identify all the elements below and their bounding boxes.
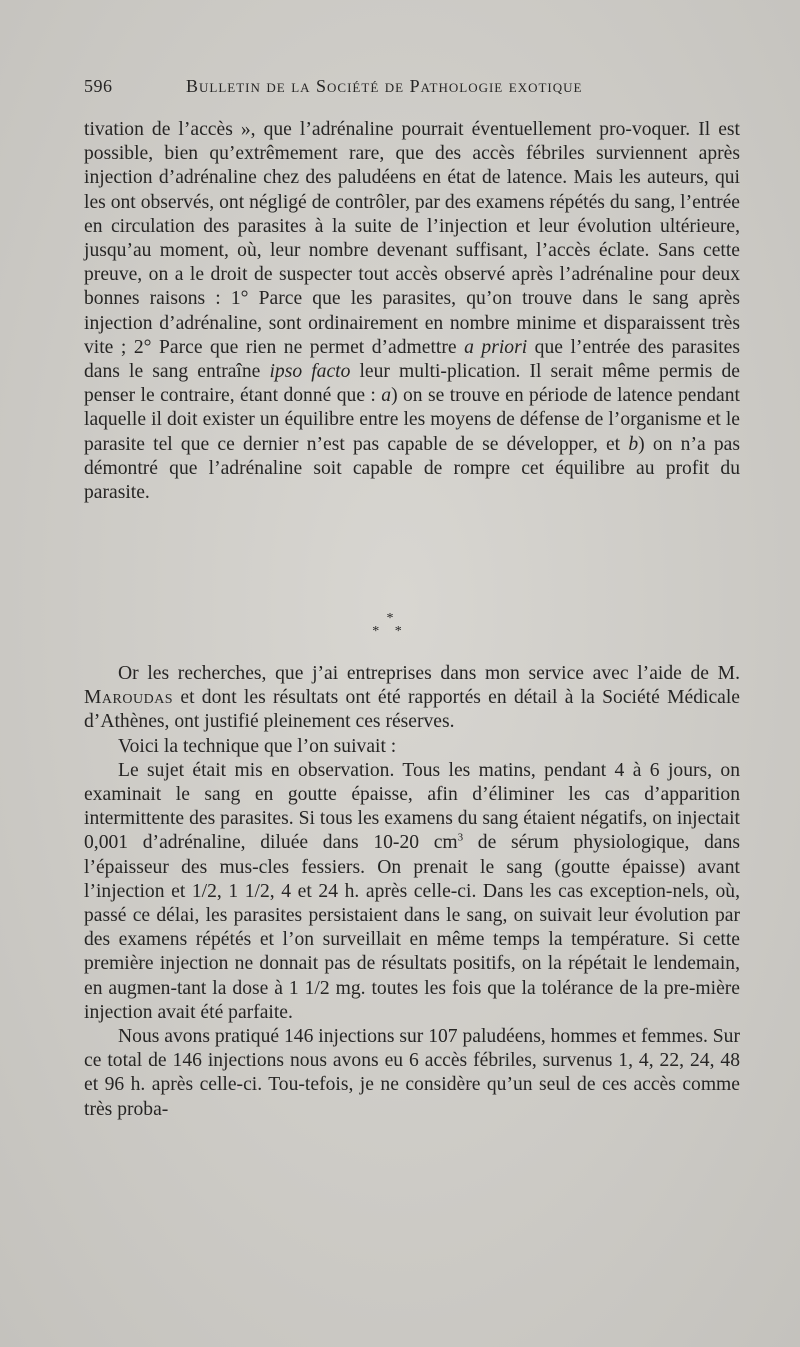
paragraph-results: Nous avons pratiqué 146 injections sur 107 paludéens, hommes et femmes. Sur ce total de 146 injections nous avons eu 6 accès fébriles, survenus 1, 4, 22, 24, 48 et 96 h. après celle-ci. Tou-tefois, je ne considère qu’un seul de ces accès comme très proba- <box>84 1026 740 1120</box>
text-run: Or les recherches, que j’ai entreprises dans mon service avec l’aide de M. <box>118 663 740 684</box>
page-header <box>84 76 744 102</box>
italic-point-a: a <box>381 385 392 407</box>
running-title: Bulletin de la Société de Pathologie exotique <box>186 76 583 96</box>
text-run: Le sujet était mis en observation. Tous les matins, pendant 4 à 6 jours, on examinait le sang en goutte épaisse, afin d’éliminer les cas d’apparition intermittente des parasites. Si tous les examens du sang étaient négatifs, on injectait 0,001 d’adrénaline, diluée dans 10-20 cm <box>84 759 740 854</box>
author-name: Maroudas <box>84 687 174 709</box>
paragraph-technique-intro: Voici la technique que l’on suivait : <box>118 735 397 757</box>
text-run: de sérum physiologique, dans l’épaisseur des mus-cles fessiers. On prenait le sang (goutte épaisse) avant l’injection et 1/2, 1 1/2, 4 et 24 h. après celle-ci. Dans les cas exception-nels, où, passé ce délai, les parasites persistaient dans le sang, on suivait leur évolution par des examens répétés et l’on surveillait en même temps la température. Si cette première injection ne donnait pas de résultats positifs, on la répétait le lendemain, en augmen-tant la dose à 1 1/2 mg. toutes les fois que la tolérance de la pre-mière injection avait été parfaite. <box>84 832 740 1023</box>
page-number: 596 <box>84 76 113 96</box>
text-run: leur multi-plication. Il serait même permis de penser le contraire, étant donné que : <box>84 361 740 407</box>
italic-point-b: b <box>628 433 639 455</box>
text-run: que l’entrée des parasites dans le sang entraîne <box>84 336 740 383</box>
asterism-bottom: * * <box>372 624 408 639</box>
asterism-divider <box>360 612 420 652</box>
paragraph-research <box>84 662 740 735</box>
italic-a-priori: a priori <box>464 336 528 358</box>
superscript-cube: 3 <box>457 831 464 844</box>
italic-ipso-facto: ipso facto <box>269 361 351 383</box>
paragraph-technique <box>84 759 740 1025</box>
text-run: et dont les résultats ont été rapportés en détail à la Société Médicale d’Athènes, ont justifié pleinement ces réserves. <box>84 687 740 733</box>
section-two <box>84 662 740 1122</box>
paragraph-adrenaline-discussion <box>84 118 740 505</box>
text-run: tivation de l’accès », que l’adrénaline pourrait éventuellement pro-voquer. Il est possible, bien qu’extrêmement rare, que des accès fébriles surviennent après injection d’adrénaline chez des paludéens en état de latence. Mais les auteurs, qui les ont observés, ont négligé de contrôler, par des examens répétés du sang, l’entrée en circulation des parasites à la suite de l’injection et leur évolution ultérieure, jusqu’au moment, où, leur nombre devenant suffisant, l’accès éclate. Sans cette preuve, on a le droit de suspecter tout accès observé après l’adrénaline pour deux bonnes raisons : 1° Parce que les parasites, qu’on trouve dans le sang après injection d’adrénaline, sont ordinairement en nombre minime et disparaissent très vite ; 2° Parce que rien ne permet d’admettre <box>84 119 740 358</box>
text-run: ) on se trouve en période de latence pendant laquelle il doit exister un équilibre entre les moyens de défense de l’organisme et le parasite tel que ce dernier n’est pas capable de se développer, et <box>84 385 740 455</box>
asterism-top: * <box>386 611 394 626</box>
text-run: ) on n’a pas démontré que l’adrénaline soit capable de rompre cet équilibre au profit du parasite. <box>84 433 740 504</box>
section-one <box>84 118 740 505</box>
